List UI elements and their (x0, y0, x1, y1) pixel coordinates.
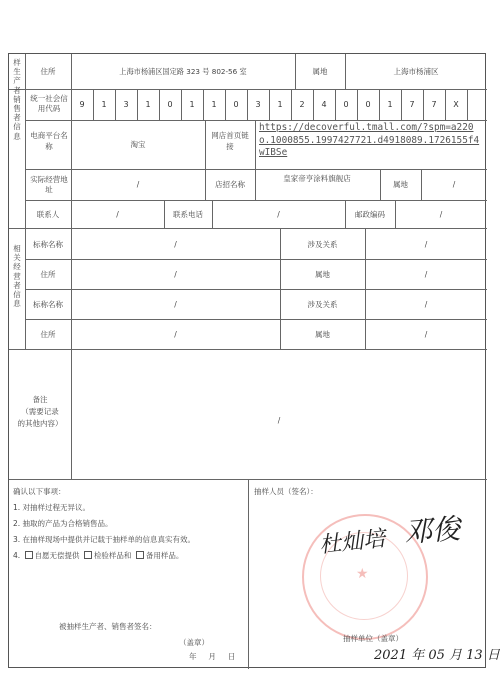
address-label: 住所 (40, 67, 56, 76)
actual-address-label: 实际经营地址 (30, 175, 68, 194)
option-test-sample: 检验样品和 (93, 551, 132, 560)
backup-sample-checkbox[interactable] (136, 551, 144, 559)
contact-label: 联系人 (36, 210, 60, 219)
relation2-label: 涉及关系 (307, 300, 338, 309)
row-divider (9, 349, 487, 350)
digit-cell-divider (269, 89, 270, 120)
sampling-form (8, 53, 500, 668)
credit-code-digit: 1 (145, 100, 151, 109)
remarks-label: 备注 (32, 395, 48, 404)
region-label: 属地 (312, 67, 328, 76)
row-divider (25, 120, 487, 121)
region2-label: 属地 (393, 180, 408, 189)
credit-code-digit: 1 (211, 100, 217, 109)
credit-code-digit: 0 (365, 100, 371, 109)
address-value: 上海市杨浦区国定路 323 号 802-56 室 (119, 67, 247, 76)
contact-value: / (116, 210, 119, 219)
credit-code-digit: X (453, 100, 459, 109)
confirm-item: 2. 抽取的产品为合格销售品。 (13, 519, 113, 528)
digit-cell-divider (137, 89, 138, 120)
digit-cell-divider (291, 89, 292, 120)
region2-value: / (452, 180, 456, 189)
digit-cell-divider (423, 89, 424, 120)
sampling-date: 2021 年 05 月 13 日 (374, 648, 500, 663)
sampler-label: 抽样人员（签名）： (254, 487, 318, 496)
postcode-label: 邮政编码 (355, 210, 385, 219)
credit-code-digit: 9 (79, 100, 85, 109)
region2-related-label: 属地 (315, 330, 330, 339)
digit-cell-divider (379, 89, 380, 120)
shop-name-value: 皇家帝亨涂料旗舰店 (283, 174, 351, 183)
digit-cell-divider (445, 89, 446, 120)
credit-code-digit: 2 (299, 100, 305, 109)
digit-cell-divider (203, 89, 204, 120)
address1-label: 住所 (40, 270, 56, 279)
confirm-heading: 确认以下事项： (13, 487, 66, 496)
credit-code-digit: 4 (321, 100, 327, 109)
row-divider (25, 319, 487, 320)
credit-code-digit: 0 (343, 100, 349, 109)
row-divider (25, 289, 487, 290)
address2-value: / (174, 330, 177, 339)
digit-cell-divider (159, 89, 160, 120)
row-divider (25, 259, 487, 260)
related-section-label: 相关经营者信息 (13, 244, 21, 309)
phone-label: 联系电话 (173, 210, 203, 219)
region1-label: 属地 (315, 270, 330, 279)
digit-cell-divider (335, 89, 336, 120)
confirm-item-4 (13, 551, 183, 560)
test-sample-checkbox[interactable] (84, 551, 92, 559)
sampler-signature-2: 邓俊 (403, 512, 462, 549)
credit-code-digit: 1 (101, 100, 107, 109)
ecommerce-value: 淘宝 (130, 140, 146, 149)
credit-code-label: 统一社会信用代码 (30, 94, 68, 113)
remarks-label-sub: （需要记录 (21, 407, 59, 416)
homepage-label: 网店首页链接 (211, 131, 249, 151)
region1-value: / (424, 270, 428, 279)
name1-label: 标称名称 (33, 240, 63, 249)
row-divider (25, 200, 487, 201)
row-divider (9, 89, 487, 90)
digit-cell-divider (313, 89, 314, 120)
region-value: 上海市杨浦区 (393, 67, 439, 76)
credit-code-digit: 1 (277, 100, 283, 109)
relation1-label: 涉及关系 (307, 240, 338, 249)
shop-name-label: 店招名称 (215, 180, 245, 189)
row-divider (25, 169, 487, 170)
phone-value: / (277, 210, 280, 219)
credit-code-digit: 0 (167, 100, 173, 109)
voluntary-checkbox[interactable] (25, 551, 33, 559)
seal-star-icon: ★ (356, 566, 369, 582)
option-backup-sample: 备用样品。 (145, 551, 184, 560)
sampled-signer-label: 被抽样生产者、销售者签名： (59, 622, 157, 631)
credit-code-digit: 1 (189, 100, 195, 109)
credit-code-digit: 0 (233, 100, 239, 109)
credit-code-digit: 7 (409, 100, 415, 109)
digit-cell-divider (357, 89, 358, 120)
relation2-value: / (424, 300, 428, 309)
relation1-value: / (424, 240, 428, 249)
digit-cell-divider (467, 89, 468, 120)
confirm-item: 3. 在抽样现场中提供并记载于抽样单的信息真实有效。 (13, 535, 196, 544)
address2-label: 住所 (40, 330, 56, 339)
remarks-value: / (277, 416, 281, 425)
credit-code-digit: 3 (255, 100, 261, 109)
digit-cell-divider (93, 89, 94, 120)
digit-cell-divider (181, 89, 182, 120)
credit-code-digit: 3 (123, 100, 129, 109)
digit-cell-divider (401, 89, 402, 120)
region2-related-value: / (424, 330, 428, 339)
sampled-date-label: 年 月 日 (189, 652, 236, 661)
name2-value: / (174, 300, 177, 309)
credit-code-digit: 1 (387, 100, 393, 109)
remarks-label-sub: 的其他内容） (17, 419, 63, 428)
homepage-url-link[interactable]: https://decoverful.tmall.com/?spm=a220o.1000855.1997427721.d4918089.1726155f4wIBSe (259, 122, 480, 158)
producer-section-label: 样生产者销售者信息 (13, 58, 21, 141)
confirm-item-4-prefix: 4. (13, 551, 21, 560)
bottom-divider (248, 479, 249, 669)
address1-value: / (174, 270, 177, 279)
sampler-signature-1: 杜灿培 (318, 526, 387, 559)
digit-cell-divider (225, 89, 226, 120)
confirm-item: 1. 对抽样过程无异议。 (13, 503, 91, 512)
row-divider (9, 228, 487, 229)
digit-cell-divider (115, 89, 116, 120)
ecommerce-label: 电商平台名称 (30, 131, 68, 151)
sampling-unit-label: 抽样单位（盖章） (343, 634, 403, 643)
postcode-value: / (439, 210, 443, 219)
remarks-divider (71, 349, 72, 479)
name1-value: / (174, 240, 177, 249)
option-voluntary: 自愿无偿提供 (34, 551, 80, 560)
credit-code-digit: 7 (431, 100, 437, 109)
cell-divider (255, 120, 256, 200)
actual-address-value: / (136, 180, 140, 189)
digit-cell-divider (247, 89, 248, 120)
name2-label: 标称名称 (33, 300, 63, 309)
sampled-seal-label: （盖章） (179, 638, 209, 647)
